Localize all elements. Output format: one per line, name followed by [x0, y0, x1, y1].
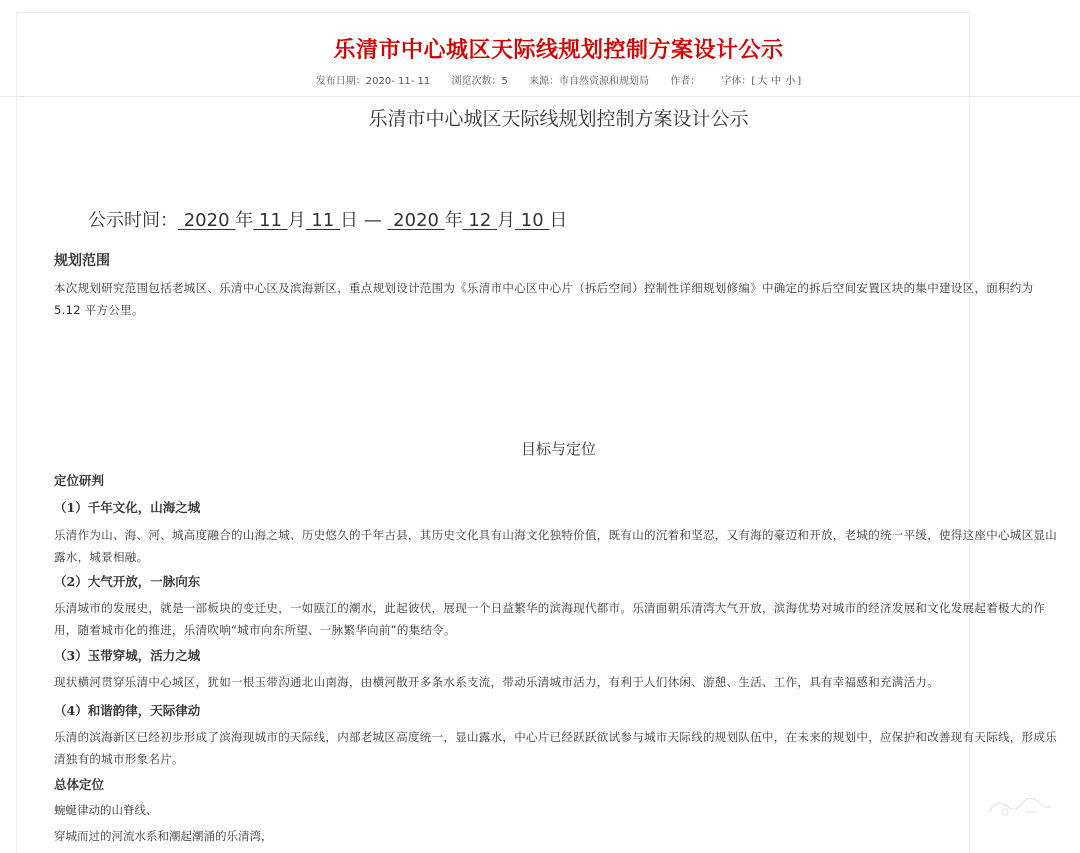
scope-paragraph: 本次规划研究范围包括老城区、乐清中心区及滨海新区，重点规划设计范围为《乐清市中心区中心片（拆后空间）控制性详细规划修编》中确定的拆后空间安置区块的集中建设区，面积约为 5.12 平方公里。: [54, 281, 1034, 317]
item-1-paragraph: 乐清作为山、海、河、城高度融合的山海之城、历史悠久的千年古县，其历史文化具有山海文化独特价值，既有山的沉着和坚忍，又有海的豪迈和开放，老城的统一平缓，使得这座中心城区显山露水，城景相融。: [54, 528, 1057, 564]
item-4-paragraph: 乐清的滨海新区已经初步形成了滨海现城市的天际线，内部老城区高度统一，显山露水，中心片已经跃跃欲试参与城市天际线的规划队伍中，在未来的规划中，应保护和改善现有天际线，形成乐清独有的城市形象名片。: [54, 730, 1057, 766]
view-count: 浏览次数：5: [451, 76, 508, 87]
header-divider: [0, 96, 1080, 97]
positioning-heading: 定位研判: [54, 473, 105, 488]
overall-line-1: 蜿蜒律动的山脊线、: [54, 803, 158, 817]
article-meta: [0, 72, 1080, 87]
publish-date: 发布日期：2020- 11- 11: [315, 76, 431, 87]
item-4-heading: （4）和谐韵律，天际律动: [54, 703, 201, 718]
watermark-logo: [985, 792, 1055, 820]
item-3-heading: （3）玉带穿城，活力之城: [54, 648, 201, 663]
scope-heading: 规划范围: [54, 253, 110, 269]
font-small-link[interactable]: 小: [785, 76, 796, 87]
publication-period: 公示时间： 2020 年 11 月 11 日 — 2020 年 12 月 10 日: [88, 210, 568, 231]
goal-title: 目标与定位: [520, 440, 596, 458]
font-medium-link[interactable]: 中: [771, 76, 782, 87]
document-title: 乐清市中心城区天际线规划控制方案设计公示: [368, 108, 749, 130]
item-1-heading: （1）千年文化，山海之城: [54, 500, 201, 515]
page-title: 乐清市中心城区天际线规划控制方案设计公示: [333, 38, 784, 63]
font-large-link[interactable]: 大: [757, 76, 768, 87]
font-size-switcher: 字体：[ 大 中 小 ]: [721, 76, 802, 87]
article-author: 作者：: [670, 76, 701, 87]
item-2-paragraph: 乐清城市的发展史，就是一部板块的变迁史，一如瓯江的潮水，此起彼伏，展现一个日益繁华的滨海现代都市。乐清面朝乐清湾大气开放，滨海优势对城市的经济发展和文化发展起着极大的作用，随着城市化的推进，乐清吹响“城市向东所望、一脉繁华向前”的集结令。: [54, 601, 1046, 637]
article-source: 来源：市自然资源和规划局: [529, 76, 650, 87]
item-3-paragraph: 现状横河贯穿乐清中心城区，犹如一根玉带沟通北山南海，由横河散开多条水系支流，带动乐清城市活力，有利于人们休闲、游憩、生活、工作，具有幸福感和充满活力。: [54, 675, 939, 689]
overall-heading: 总体定位: [54, 777, 105, 792]
overall-line-2: 穿城而过的河流水系和潮起潮涌的乐清湾，: [54, 829, 273, 843]
item-2-heading: （2）大气开放，一脉向东: [54, 574, 201, 589]
